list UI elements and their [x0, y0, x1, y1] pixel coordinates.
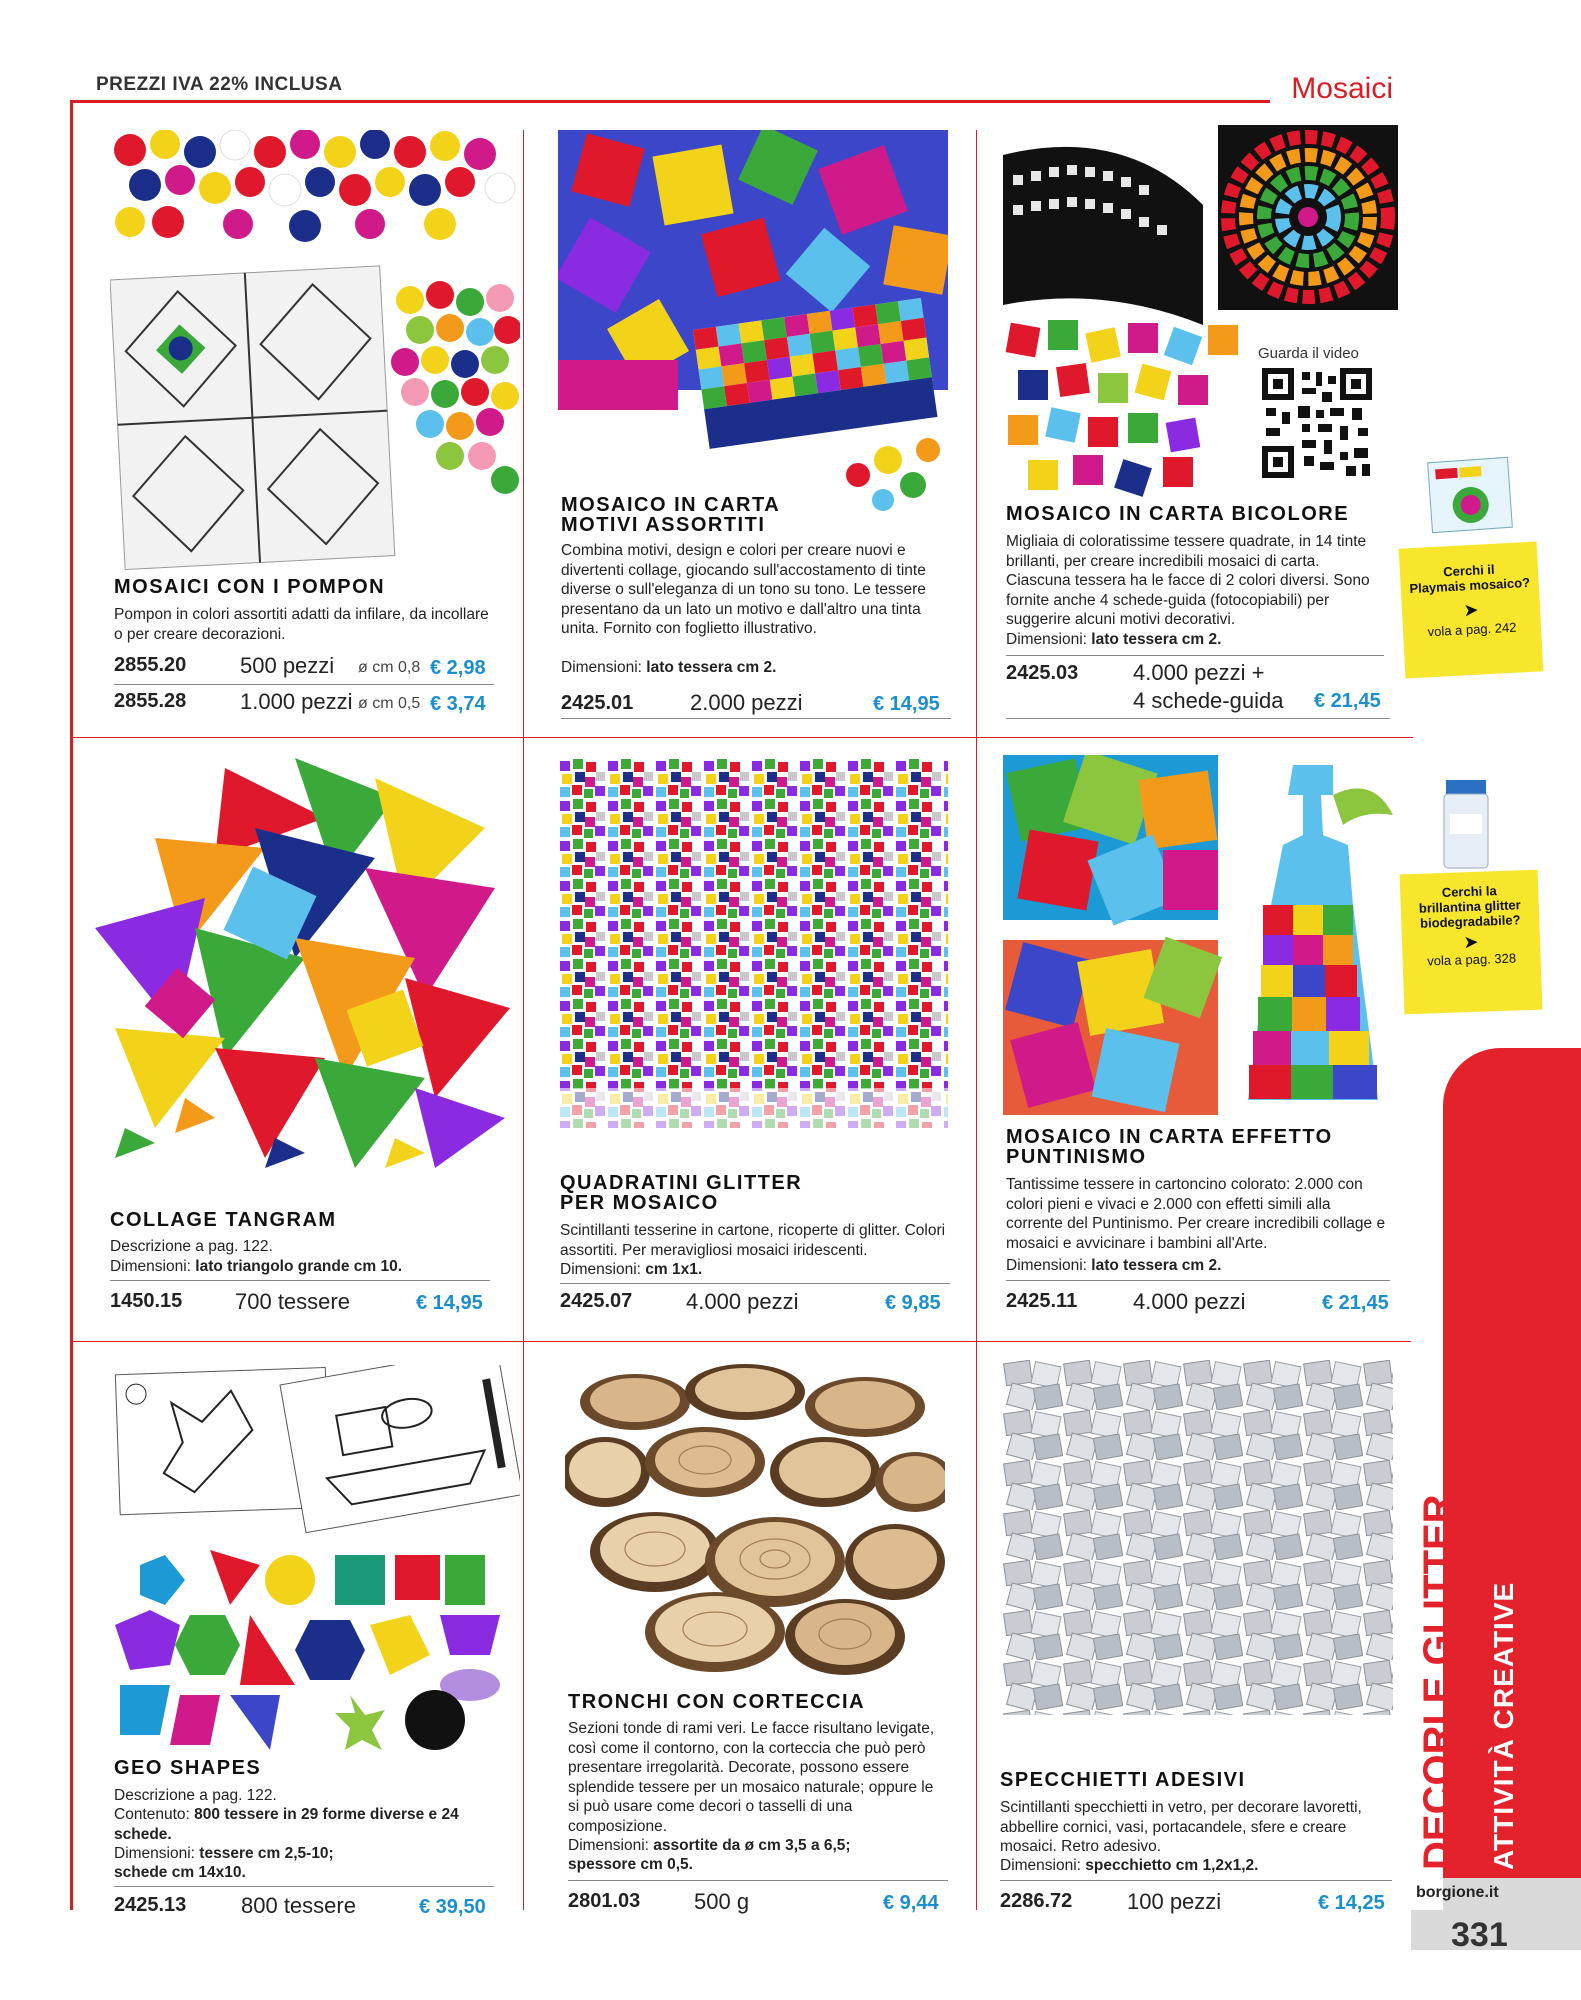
video-label: Guarda il video: [1258, 345, 1359, 362]
product-price: € 21,45: [1314, 690, 1381, 712]
product-diameter: ø cm 0,8: [358, 659, 421, 676]
product-contents: Contenuto: 800 tessere in 29 forme diverse e 24 schede.: [114, 1806, 459, 1843]
product-quantity: 500 g: [694, 1889, 750, 1914]
adhesive-mirrors-image: [1003, 1360, 1393, 1715]
product-quantity: 700 tessere: [235, 1289, 350, 1314]
price-rule: [568, 1880, 948, 1881]
product-dimensions: Dimensioni: cm 1x1.: [560, 1261, 703, 1278]
price-rule: [110, 1280, 490, 1281]
product-price: € 21,45: [1322, 1292, 1389, 1314]
product-description: Sezioni tonde di rami veri. Le facce risultano levigate, così come il contorno, con la corteccia che può però presentare irregolarità. Decorate, possono essere splendide tessere per un mosaico naturale; oppure le si può usare come decori o tasselli di una composizione.: [568, 1720, 935, 1835]
product-quantity: 800 tessere: [241, 1893, 356, 1918]
price-rule: [1000, 1880, 1392, 1881]
left-rule: [70, 100, 73, 1910]
qr-code-icon[interactable]: [1262, 368, 1372, 478]
product-title: SPECCHIETTI ADESIVI: [1000, 1769, 1246, 1791]
product-code: 2801.03: [568, 1890, 641, 1912]
product-dimensions: Dimensioni: lato tessera cm 2.: [1006, 631, 1222, 648]
product-price: € 3,74: [430, 693, 486, 715]
product-title: COLLAGE TANGRAM: [110, 1209, 337, 1231]
column-divider: [976, 130, 977, 1910]
glitter-bottle-thumbnail: [1440, 780, 1492, 870]
note-line: brillantina glitter: [1418, 897, 1521, 916]
product-title: MOSAICO IN CARTA BICOLORE: [1006, 503, 1350, 525]
section-tab-sub-label: ATTIVITÀ CREATIVE: [1488, 1581, 1519, 1870]
glitter-squares-image: [558, 758, 948, 1128]
product-code: 2425.11: [1006, 1290, 1078, 1312]
geo-shapes-image: [110, 1365, 520, 1755]
product-price: € 14,95: [416, 1292, 483, 1314]
section-tab-main-label: DECORI E GLITTER: [1416, 1494, 1460, 1870]
product-price: € 2,98: [430, 657, 486, 679]
product-dimensions: Dimensioni: tessere cm 2,5-10;: [114, 1845, 334, 1862]
paper-plane-icon: ➤: [1463, 931, 1479, 953]
note-link[interactable]: vola a pag. 328: [1426, 950, 1517, 969]
product-title: TRONCHI CON CORTECCIA: [568, 1691, 866, 1713]
site-link[interactable]: borgione.it: [1416, 1884, 1499, 1901]
product-title: GEO SHAPES: [114, 1757, 262, 1779]
product-description: Migliaia di coloratissime tessere quadrate, in 14 tinte brillanti, per creare incredibili mosaici di carta. Ciascuna tessera ha le facce di 2 colori diversi. Sono fornite anche 4 schede-guida (fotocopiabili) per suggerire alcuni motivi decorativi.: [1006, 533, 1370, 628]
cross-reference-note[interactable]: [1400, 870, 1543, 1015]
product-quantity: 500 pezzi: [240, 653, 335, 678]
price-rule: [560, 1283, 950, 1284]
product-code: 2425.03: [1006, 662, 1079, 684]
note-line: Playmais mosaico?: [1409, 574, 1531, 597]
product-description: Descrizione a pag. 122.: [110, 1238, 273, 1255]
mosaic-paper-patterns-image: [558, 130, 948, 525]
product-quantity: 4.000 pezzi: [686, 1289, 799, 1314]
product-dimensions: Dimensioni: lato tessera cm 2.: [561, 659, 777, 676]
product-quantity: 4.000 pezzi +: [1133, 660, 1265, 685]
product-code: 2855.28: [114, 690, 187, 712]
price-rule: [1006, 655, 1384, 656]
product-description: Tantissime tessere in cartoncino colorato: 2.000 con colori pieni e vivaci e 2.000 con effetti simili alla corrente del Puntinismo. Per creare incredibili collage e mosaici e avvicinare i bambini all'Arte.: [1006, 1176, 1386, 1252]
paper-plane-icon: ➤: [1462, 599, 1480, 621]
product-code: 2425.01: [561, 692, 634, 714]
product-dimensions: Dimensioni: specchietto cm 1,2x1,2.: [1000, 1857, 1259, 1874]
product-title-line2: PUNTINISMO: [1006, 1146, 1147, 1168]
vat-note: PREZZI IVA 22% INCLUSA: [96, 74, 343, 95]
product-quantity: 1.000 pezzi: [240, 689, 353, 714]
product-description: Descrizione a pag. 122.: [114, 1787, 277, 1804]
row-divider: [73, 737, 1413, 738]
note-line: biodegradabile?: [1419, 912, 1521, 931]
product-title-line2: PER MOSAICO: [560, 1192, 719, 1214]
product-title: QUADRATINI GLITTER: [560, 1172, 803, 1194]
product-code: 2855.20: [114, 654, 187, 676]
product-title: MOSAICO IN CARTA EFFETTO: [1006, 1126, 1333, 1148]
product-quantity: 4.000 pezzi: [1133, 1289, 1246, 1314]
product-code: 1450.15: [110, 1290, 183, 1312]
product-dimensions-line2: schede cm 14x10.: [114, 1864, 246, 1881]
product-dimensions: Dimensioni: lato triangolo grande cm 10.: [110, 1258, 403, 1275]
price-rule: [1006, 1280, 1390, 1281]
product-dimensions: Dimensioni: assortite da ø cm 3,5 a 6,5;: [568, 1837, 851, 1854]
note-line: Cerchi la: [1441, 883, 1497, 900]
row-divider: [73, 1341, 1413, 1342]
product-dimensions: Dimensioni: lato tessera cm 2.: [1006, 1257, 1222, 1274]
product-quantity-line2: 4 schede-guida: [1133, 688, 1284, 713]
product-diameter: ø cm 0,5: [358, 695, 421, 712]
cross-reference-note[interactable]: [1399, 541, 1544, 678]
product-price: € 9,44: [883, 1892, 939, 1914]
section-title: Mosaici: [1291, 72, 1393, 105]
price-rule: [114, 1886, 494, 1887]
product-code: 2286.72: [1000, 1890, 1073, 1912]
page-number: 331: [1451, 1916, 1508, 1954]
price-rule: [1006, 718, 1390, 719]
product-price: € 14,25: [1318, 1892, 1385, 1914]
product-title: MOSAICO IN CARTA: [561, 494, 781, 516]
mosaic-pointillism-image: [1003, 755, 1398, 1115]
note-line: Cerchi il: [1442, 561, 1495, 580]
top-rule: [70, 100, 1270, 103]
product-dimensions-line2: spessore cm 0,5.: [568, 1856, 693, 1873]
price-rule: [114, 684, 494, 685]
collage-tangram-image: [95, 758, 515, 1178]
wood-slices-image: [565, 1362, 945, 1682]
product-description: Pompon in colori assortiti adatti da infilare, da incollare o per creare decorazioni.: [114, 606, 489, 643]
column-divider: [523, 130, 524, 1910]
product-price: € 14,95: [873, 693, 940, 715]
product-description: Scintillanti specchietti in vetro, per decorare lavoretti, abbellire cornici, vasi, portacandele, sfere e creare mosaici. Retro adesivo.: [1000, 1799, 1362, 1855]
product-title-line2: MOTIVI ASSORTITI: [561, 514, 766, 536]
product-price: € 9,85: [885, 1292, 941, 1314]
price-rule: [561, 718, 951, 719]
product-code: 2425.07: [560, 1290, 633, 1312]
product-code: 2425.13: [114, 1894, 187, 1916]
playmais-product-thumbnail: [1422, 452, 1517, 538]
product-price: € 39,50: [419, 1896, 486, 1918]
product-description: Combina motivi, design e colori per creare nuovi e divertenti collage, giocando sull'accostamento di tinte diverse o sull'eleganza di un tono su tono. Le tessere presentano da un lato un motivo e dall'altro una tinta unita. Fornito con foglietto illustrativo.: [561, 542, 926, 637]
note-link[interactable]: vola a pag. 242: [1427, 619, 1517, 640]
product-title: MOSAICI CON I POMPON: [114, 576, 386, 598]
pompon-image: [110, 130, 520, 570]
product-description: Scintillanti tesserine in cartone, ricoperte di glitter. Colori assortiti. Per meravigliosi mosaici iridescenti.: [560, 1222, 946, 1259]
product-quantity: 100 pezzi: [1127, 1889, 1222, 1914]
product-quantity: 2.000 pezzi: [690, 690, 803, 715]
